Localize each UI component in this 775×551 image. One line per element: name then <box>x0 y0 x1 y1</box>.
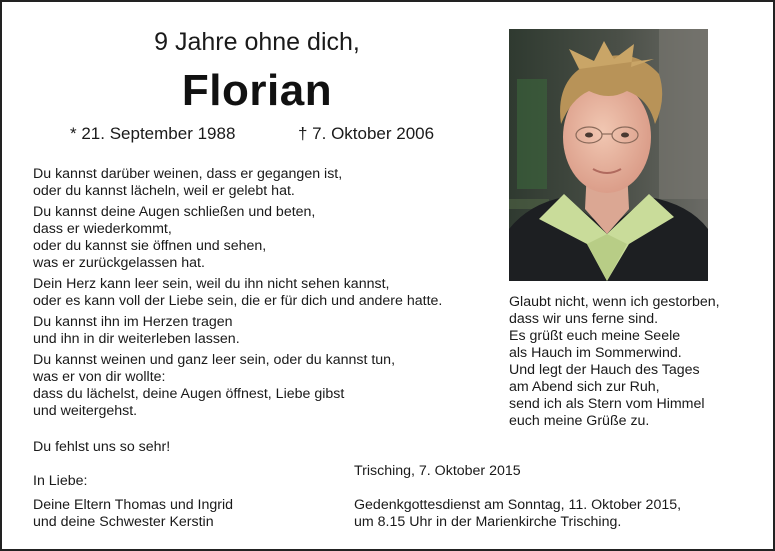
poem-line: und ihn in dir weiterleben lassen. <box>33 331 240 347</box>
poem-stanza <box>33 352 493 420</box>
memorial-verse <box>509 294 720 430</box>
poem-line: Du kannst ihn im Herzen tragen <box>33 314 233 330</box>
poem-line: Du kannst deine Augen schließen und beten, <box>33 204 316 220</box>
subtitle: 9 Jahre ohne dich, <box>154 28 360 56</box>
portrait-image <box>509 29 708 281</box>
verse-line: Und legt der Hauch des Tages <box>509 362 700 378</box>
poem-line: oder du kannst lächeln, weil er gelebt hat. <box>33 183 295 199</box>
service-line: um 8.15 Uhr in der Marienkirche Trisching. <box>354 514 622 530</box>
closing-line: Du fehlst uns so sehr! <box>33 439 171 455</box>
poem-line: Du kannst weinen und ganz leer sein, oder du kannst tun, <box>33 352 396 368</box>
portrait-photo <box>509 29 708 281</box>
verse-line: dass wir uns ferne sind. <box>509 311 659 327</box>
poem-line: Dein Herz kann leer sein, weil du ihn nicht sehen kannst, <box>33 276 390 292</box>
poem-line: oder du kannst sie öffnen und sehen, <box>33 238 267 254</box>
signature-line: und deine Schwester Kerstin <box>33 514 214 530</box>
verse-line: Es grüßt euch meine Seele <box>509 328 681 344</box>
poem-stanza <box>33 204 493 272</box>
deceased-name: Florian <box>181 66 333 115</box>
signature-heading: In Liebe: <box>33 473 88 489</box>
poem <box>33 166 493 424</box>
poem-line: was er zurückgelassen hat. <box>33 255 205 271</box>
poem-line: oder es kann voll der Liebe sein, die er für dich und andere hatte. <box>33 293 443 309</box>
birth-date: * 21. September 1988 <box>70 124 236 143</box>
verse-line: Glaubt nicht, wenn ich gestorben, <box>509 294 720 310</box>
signature-line: Deine Eltern Thomas und Ingrid <box>33 497 234 513</box>
poem-line: dass er wiederkommt, <box>33 221 172 237</box>
death-date: † 7. Oktober 2006 <box>298 124 435 143</box>
memorial-service <box>354 497 681 531</box>
poem-stanza <box>33 276 493 310</box>
verse-line: euch meine Grüße zu. <box>509 413 650 429</box>
poem-line: und weitergehst. <box>33 403 138 419</box>
service-line: Gedenkgottesdienst am Sonntag, 11. Oktober 2015, <box>354 497 682 513</box>
poem-line: was er von dir wollte: <box>33 369 166 385</box>
verse-line: send ich als Stern vom Himmel <box>509 396 705 412</box>
place-date: Trisching, 7. Oktober 2015 <box>354 463 521 479</box>
verse-line: als Hauch im Sommerwind. <box>509 345 682 361</box>
signature-names <box>33 497 233 531</box>
poem-line: Du kannst darüber weinen, dass er gegangen ist, <box>33 166 343 182</box>
verse-line: am Abend sich zur Ruh, <box>509 379 660 395</box>
poem-line: dass du lächelst, deine Augen öffnest, Liebe gibst <box>33 386 345 402</box>
poem-stanza <box>33 166 493 200</box>
poem-stanza <box>33 314 493 348</box>
